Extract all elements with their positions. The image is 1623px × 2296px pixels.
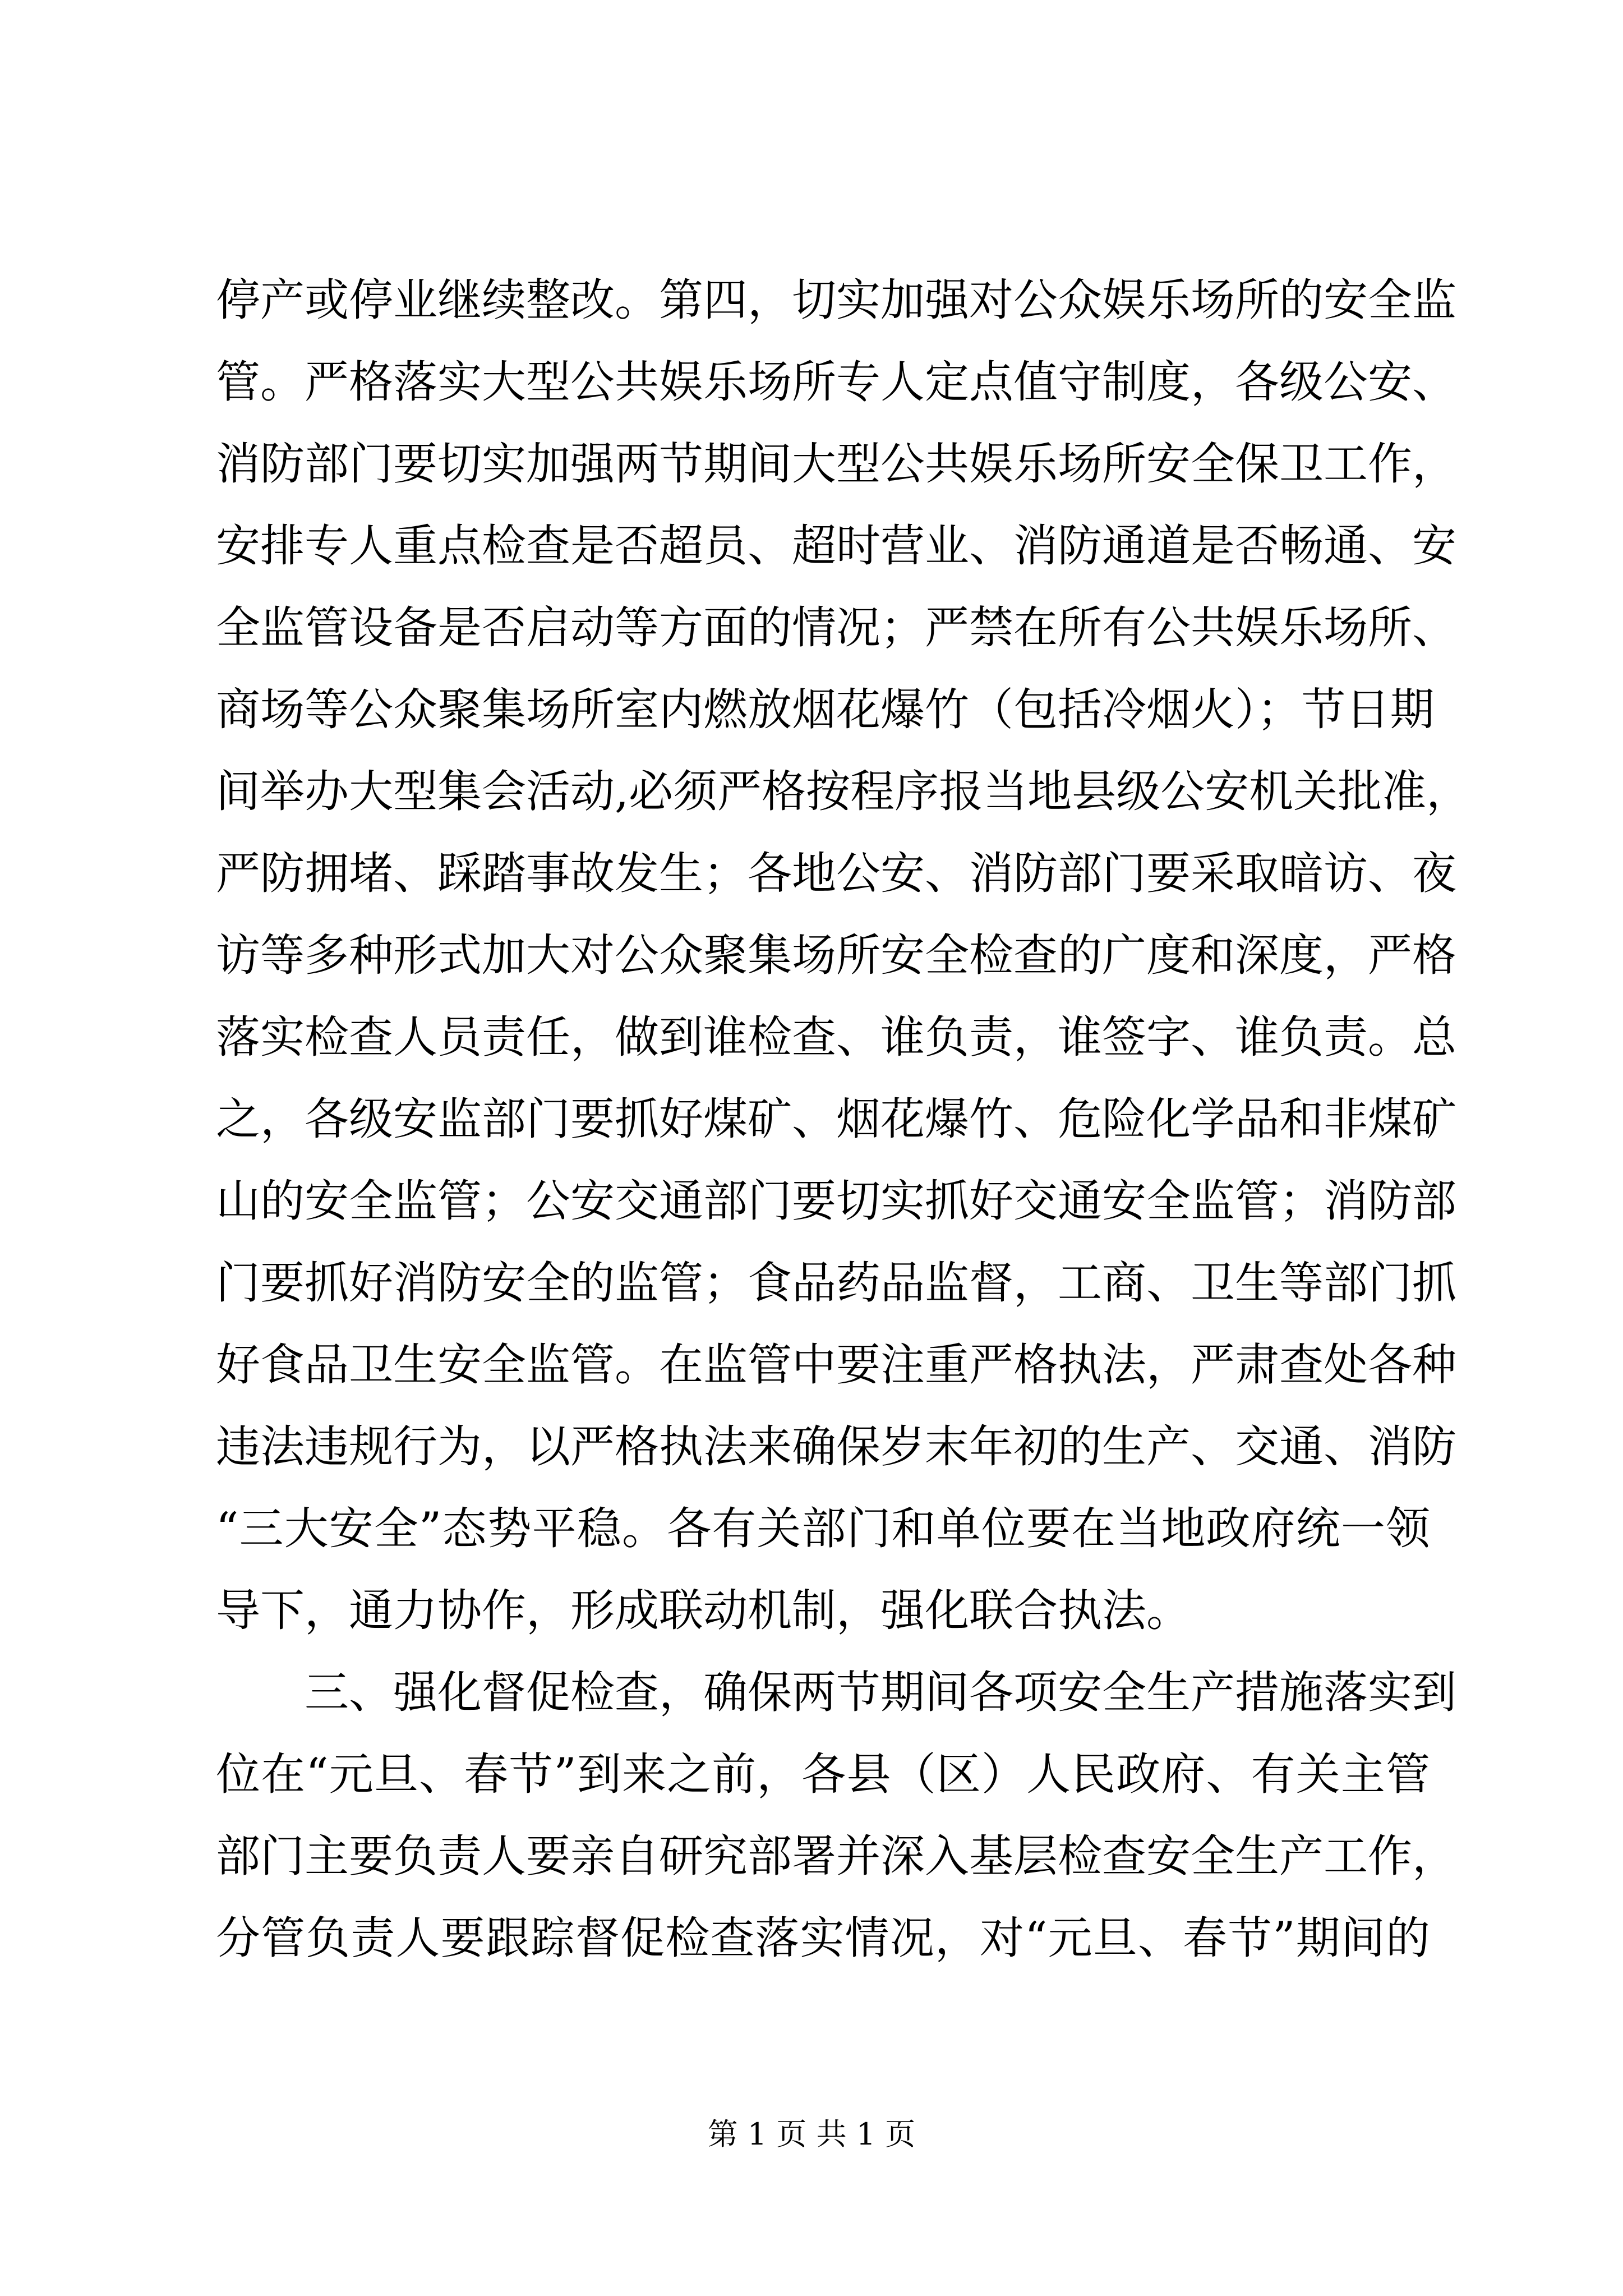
page-number: 第 1 页 共 1 页 — [707, 2116, 916, 2152]
text-line: 管。严格落实大型公共娱乐场所专人定点值守制度，各级公安、 — [216, 356, 1456, 408]
document-body — [216, 259, 1471, 1979]
text-line: 商场等公众聚集场所室内燃放烟花爆竹（包括冷烟火）；节日期 — [216, 684, 1435, 735]
text-line: 分管负责人要跟踪督促检查落实情况，对“元旦、春节”期间的 — [216, 1912, 1430, 1964]
text-line: 导下，通力协作，形成联动机制，强化联合执法。 — [216, 1585, 1191, 1636]
text-line: 安排专人重点检查是否超员、超时营业、消防通道是否畅通、安 — [216, 520, 1456, 572]
text-line: 消防部门要切实加强两节期间大型公共娱乐场所安全保卫工作， — [216, 438, 1456, 490]
text-line: 部门主要负责人要亲自研究部署并深入基层检查安全生产工作， — [216, 1830, 1456, 1882]
text-line: 间举办大型集会活动,必须严格按程序报当地县级公安机关批准， — [216, 766, 1471, 817]
text-line: 严防拥堵、踩踏事故发生；各地公安、消防部门要采取暗访、夜 — [216, 848, 1456, 899]
text-line: 访等多种形式加大对公众聚集场所安全检查的广度和深度，严格 — [216, 930, 1456, 981]
text-line: 三、强化督促检查，确保两节期间各项安全生产措施落实到 — [305, 1667, 1456, 1718]
text-line: 全监管设备是否启动等方面的情况；严禁在所有公共娱乐场所、 — [216, 602, 1456, 654]
text-line: 违法违规行为，以严格执法来确保岁末年初的生产、交通、消防 — [216, 1421, 1456, 1473]
paragraph-1 — [216, 259, 1471, 1651]
page-footer — [0, 2115, 1623, 2154]
text-line: “三大安全”态势平稳。各有关部门和单位要在当地政府统一领 — [216, 1503, 1430, 1554]
text-line: 好食品卫生安全监管。在监管中要注重严格执法，严肃查处各种 — [216, 1339, 1456, 1391]
text-line: 停产或停业继续整改。第四，切实加强对公众娱乐场所的安全监 — [216, 274, 1456, 326]
text-line: 落实检查人员责任，做到谁检查、谁负责，谁签字、谁负责。总 — [216, 1011, 1456, 1063]
paragraph-2 — [216, 1651, 1456, 1979]
text-line: 门要抓好消防安全的监管；食品药品监督，工商、卫生等部门抓 — [216, 1257, 1456, 1309]
text-line: 之，各级安监部门要抓好煤矿、烟花爆竹、危险化学品和非煤矿 — [216, 1093, 1456, 1145]
text-line: 位在“元旦、春节”到来之前，各县（区）人民政府、有关主管 — [216, 1749, 1430, 1800]
text-line: 山的安全监管；公安交通部门要切实抓好交通安全监管；消防部 — [216, 1175, 1456, 1227]
